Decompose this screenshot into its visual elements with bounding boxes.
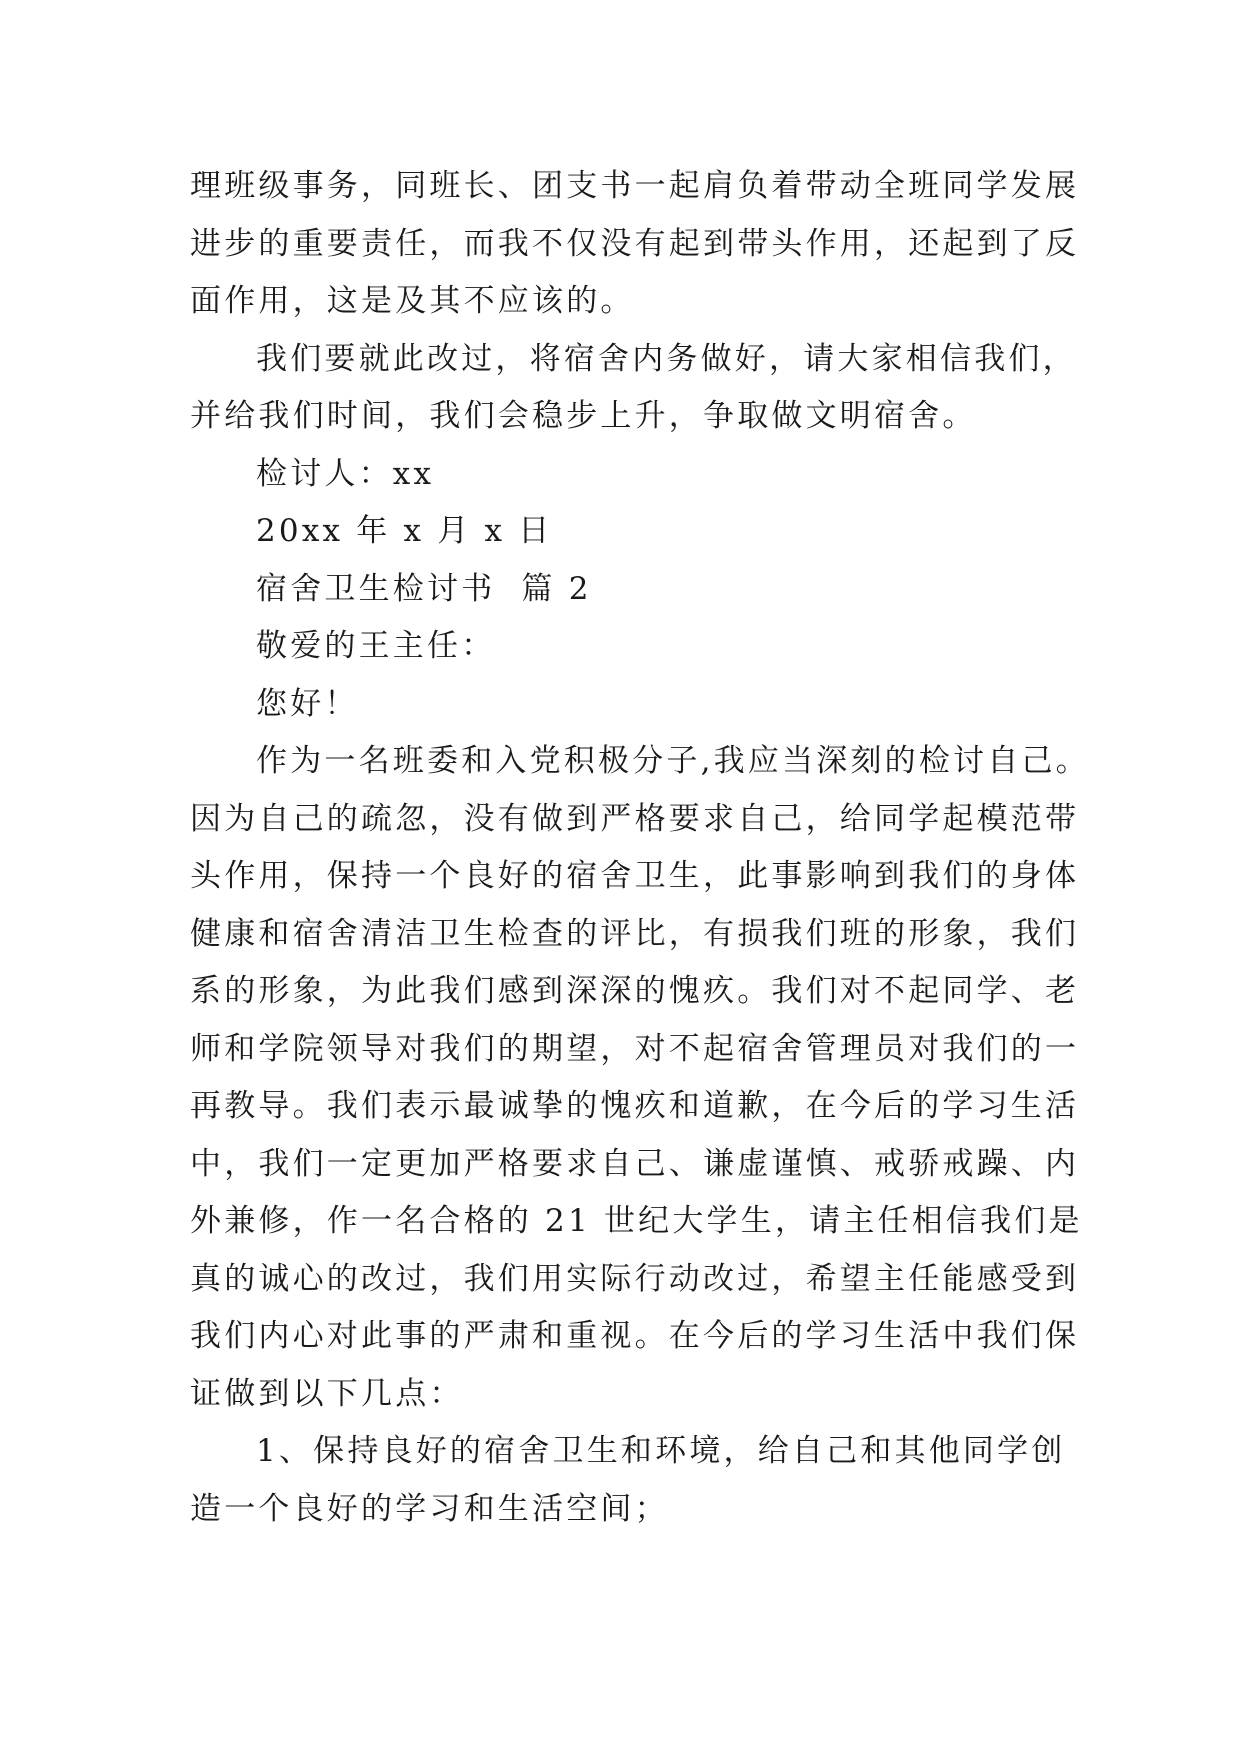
text-line: 健康和宿舍清洁卫生检查的评比，有损我们班的形象，我们: [190, 915, 1080, 952]
text-line: 证做到以下几点：: [190, 1375, 464, 1412]
salutation: [190, 618, 1060, 676]
text-line: 进步的重要责任，而我不仅没有起到带头作用，还起到了反: [190, 225, 1080, 262]
text-line: 中，我们一定更加严格要求自己、谦虚谨慎、戒骄戒躁、内: [190, 1145, 1080, 1182]
section-title-text: 宿舍卫生检讨书 篇 2: [256, 570, 592, 607]
date-text: 20xx 年 x 月 x 日: [256, 513, 553, 549]
reform-paragraph: [190, 331, 1077, 446]
section-title: [190, 561, 1060, 619]
text-line: 面作用，这是及其不应该的。: [190, 283, 635, 319]
text-line: 我们内心对此事的严肃和重视。在今后的学习生活中我们保: [190, 1318, 1080, 1354]
text-line: 系的形象，为此我们感到深深的愧疚。我们对不起同学、老: [190, 973, 1080, 1009]
text-line: 理班级事务，同班长、团支书一起肩负着带动全班同学发展: [190, 168, 1080, 204]
text-line: 我们要就此改过，将宿舍内务做好，请大家相信我们，: [256, 340, 1077, 377]
signer-text: 检讨人：xx: [256, 455, 435, 492]
text-line: 作为一名班委和入党积极分子,我应当深刻的检讨自己。: [256, 743, 1090, 779]
greeting-text: 您好！: [256, 685, 359, 722]
list-item-1: [190, 1423, 1066, 1538]
document-body: [190, 158, 1090, 1538]
text-line: 因为自己的疏忽，没有做到严格要求自己，给同学起模范带: [190, 800, 1080, 837]
signer-line: [190, 446, 1060, 504]
text-line: 再教导。我们表示最诚挚的愧疚和道歉，在今后的学习生活: [190, 1088, 1080, 1124]
date-line: [190, 503, 1060, 561]
salutation-text: 敬爱的王主任：: [256, 628, 496, 664]
text-line: 头作用，保持一个良好的宿舍卫生，此事影响到我们的身体: [190, 858, 1080, 894]
text-line: 并给我们时间，我们会稳步上升，争取做文明宿舍。: [190, 398, 977, 434]
text-line: 外兼修，作一名合格的 21 世纪大学生，请主任相信我们是: [190, 1203, 1083, 1239]
text-line: 真的诚心的改过，我们用实际行动改过，希望主任能感受到: [190, 1260, 1080, 1297]
text-line: 造一个良好的学习和生活空间；: [190, 1490, 669, 1527]
text-line: 1、保持良好的宿舍卫生和环境，给自己和其他同学创: [256, 1433, 1066, 1469]
greeting: [190, 676, 1060, 734]
text-line: 师和学院领导对我们的期望，对不起宿舍管理员对我们的一: [190, 1030, 1080, 1067]
main-paragraph: [190, 733, 1090, 1423]
continuation-paragraph: [190, 158, 1080, 331]
